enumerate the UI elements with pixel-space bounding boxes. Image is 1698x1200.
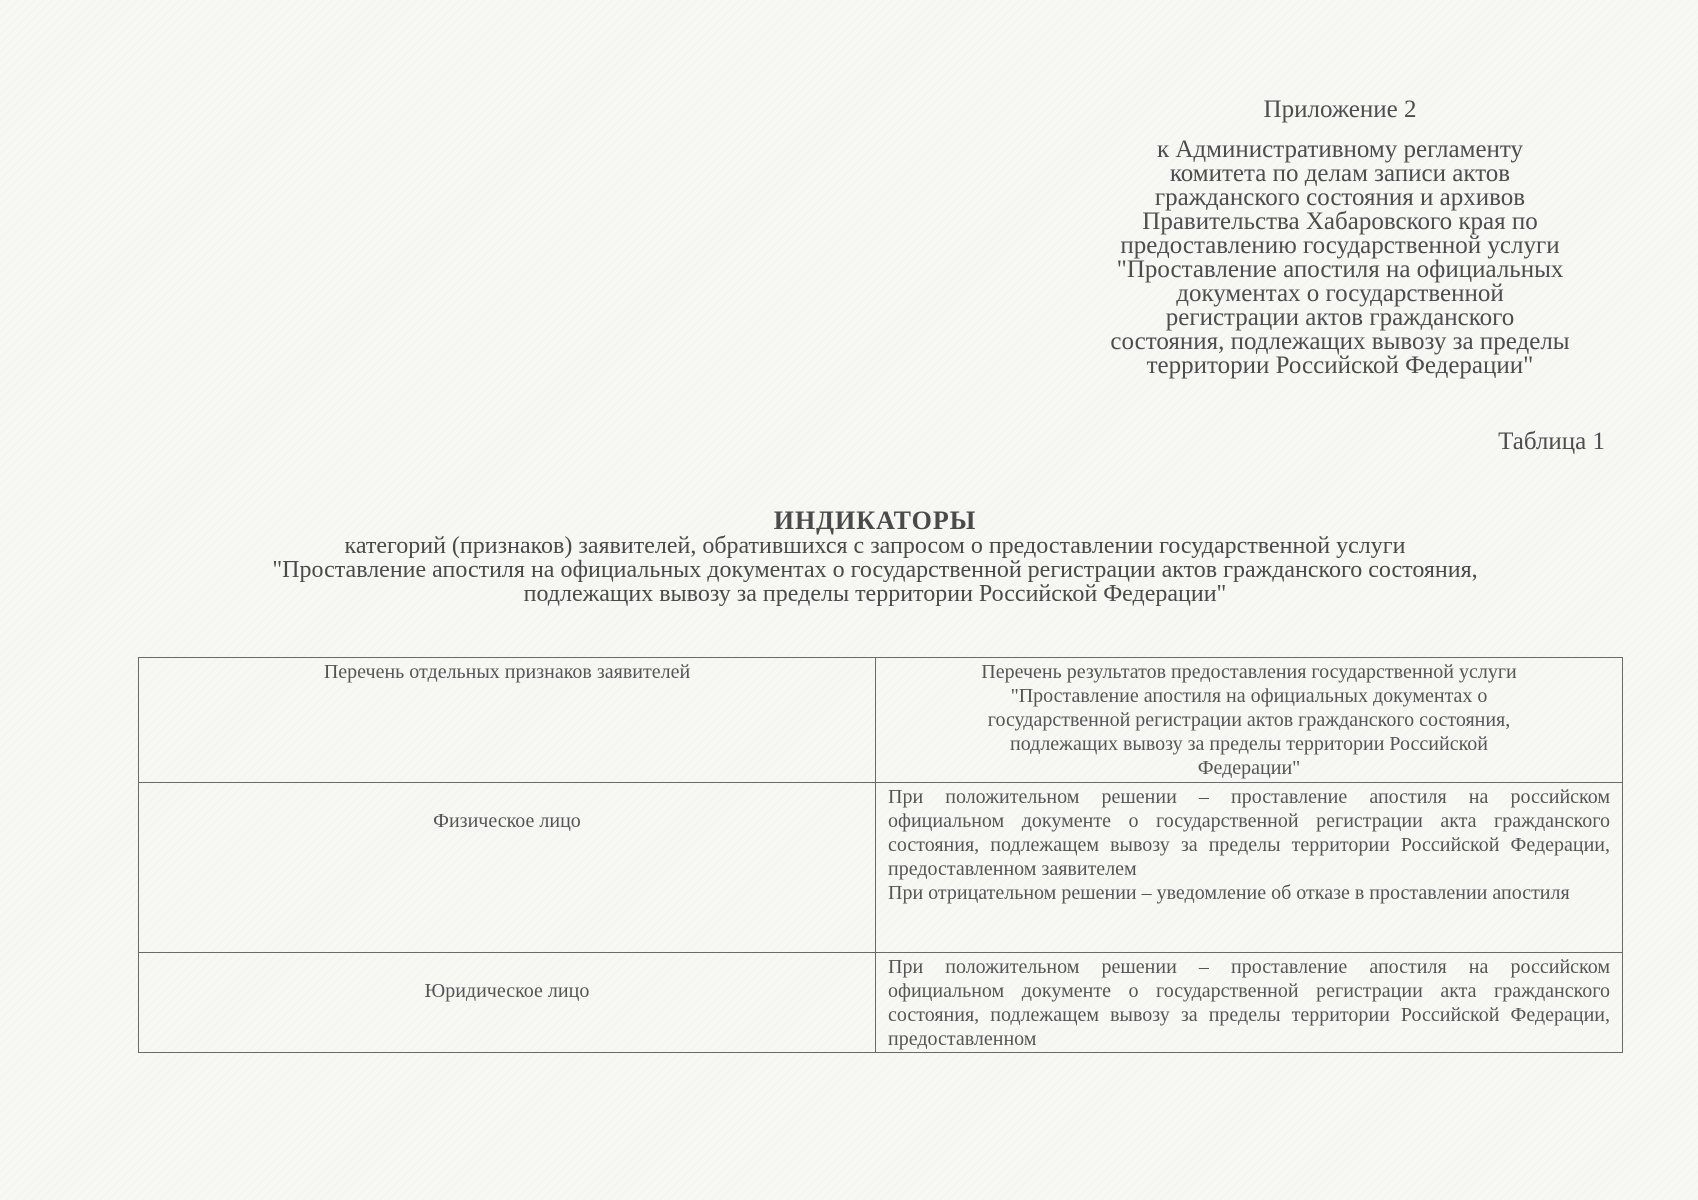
appendix-line: "Проставление апостиля на официальных xyxy=(1116,256,1564,283)
heading-subtitle-line: подлежащих вывозу за пределы территории Российской Федерации" xyxy=(523,581,1227,607)
appendix-line: к Административному регламенту xyxy=(1156,136,1524,163)
category-text: Юридическое лицо xyxy=(424,980,590,1002)
positive-result-text: При положительном решении – проставление апостиля на российском официальном документе о государственной регистрации акта гражданского состояния, подлежащем вывозу за пределы территории Российской Федерации, предоставленном xyxy=(888,956,1610,1050)
heading-subtitle-line: категорий (признаков) заявителей, обратившихся с запросом о предоставлении государственной услуги xyxy=(344,533,1406,559)
result-cell xyxy=(876,953,1623,1053)
header-cell-results xyxy=(876,658,1623,783)
header-text: Перечень отдельных признаков заявителей xyxy=(323,661,691,683)
table-row xyxy=(139,953,1623,1053)
appendix-title: Приложение 2 xyxy=(1263,96,1417,123)
appendix-block xyxy=(1060,98,1620,378)
header-text-line: "Проставление апостиля на официальных документах о xyxy=(1010,685,1488,707)
negative-result-text: При отрицательном решении – уведомление об отказе в проставлении апостиля xyxy=(888,882,1570,904)
header-text-line: Федерации" xyxy=(1197,757,1301,779)
appendix-line: состояния, подлежащих вывозу за пределы xyxy=(1110,328,1570,355)
header-cell-applicant-signs xyxy=(139,658,876,783)
table-row xyxy=(139,783,1623,953)
result-cell xyxy=(876,783,1623,953)
heading-subtitle-line: "Проставление апостиля на официальных документах о государственной регистрации актов гражданского состояния, xyxy=(272,557,1478,583)
header-text-line: подлежащих вывозу за пределы территории Российской xyxy=(1010,733,1488,755)
appendix-line: гражданского состояния и архивов xyxy=(1154,184,1526,211)
header-text-line: Перечень результатов предоставления государственной услуги xyxy=(981,661,1517,683)
category-text: Физическое лицо xyxy=(433,810,581,832)
table-number-label: Таблица 1 xyxy=(1498,428,1605,455)
appendix-line: документах о государственной xyxy=(1176,280,1504,307)
header-text-line: государственной регистрации актов гражданского состояния, xyxy=(987,709,1511,731)
table-header-row xyxy=(139,658,1623,783)
category-cell xyxy=(139,783,876,953)
category-cell xyxy=(139,953,876,1053)
appendix-line: Правительства Хабаровского края по xyxy=(1142,208,1538,235)
appendix-line: регистрации актов гражданского xyxy=(1165,304,1515,331)
appendix-line: комитета по делам записи актов xyxy=(1169,160,1511,187)
heading-title: ИНДИКАТОРЫ xyxy=(773,506,977,535)
document-heading xyxy=(140,508,1610,606)
appendix-line: территории Российской Федерации" xyxy=(1146,352,1534,379)
positive-result-text: При положительном решении – проставление апостиля на российском официальном документе о государственной регистрации акта гражданского состояния, подлежащем вывозу за пределы территории Российской Федерации, предоставленном заявителем xyxy=(888,786,1610,880)
appendix-line: предоставлению государственной услуги xyxy=(1120,232,1560,259)
indicators-table xyxy=(138,657,1623,1053)
